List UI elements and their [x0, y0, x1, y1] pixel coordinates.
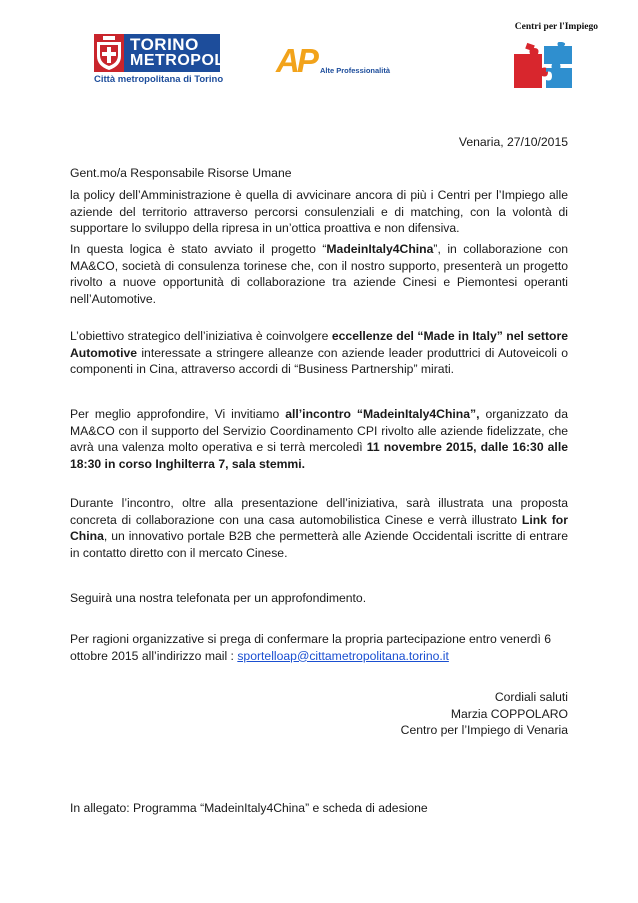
- torino-logo-subtitle: Città metropolitana di Torino: [94, 74, 224, 85]
- p4-bold-meeting: all’incontro “MadeinItaly4China”,: [285, 407, 480, 421]
- torino-logo-line1: TORINO: [130, 35, 199, 54]
- puzzle-icon: [512, 42, 574, 90]
- torino-logo-line2: METROPOLI: [130, 52, 230, 69]
- letter-salutation: Gent.mo/a Responsabile Risorse Umane: [70, 166, 292, 180]
- closing-greeting: Cordiali saluti: [494, 690, 568, 704]
- p3-bold-excellence: eccellenze del “Made in Italy” nel settore Automotive: [70, 329, 568, 360]
- p4-text-a: Per meglio approfondire, Vi invitiamo: [70, 407, 286, 421]
- paragraph-meeting-content: [70, 495, 568, 561]
- email-link[interactable]: sportelloap@cittametropolitana.torino.it: [237, 648, 449, 663]
- closing-name: Marzia COPPOLARO: [450, 706, 568, 721]
- letter-closing: [70, 689, 568, 739]
- p2-project-name: MadeinItaly4China: [326, 242, 434, 256]
- closing-office: Centro per l’Impiego di Venaria: [400, 723, 568, 738]
- letter-date: Venaria, 27/10/2015: [458, 135, 568, 149]
- ap-logo-letters: AP: [276, 42, 316, 79]
- p7-line1: Per ragioni organizzative si prega di confermare la propria partecipazione entro venerdì 6: [70, 632, 551, 646]
- ap-logo: [276, 42, 396, 82]
- torino-metropoli-logo: [94, 34, 230, 88]
- paragraph-objective: [70, 328, 568, 378]
- ap-logo-subtitle: Alte Professionalità: [320, 66, 391, 75]
- shield-icon: [94, 34, 124, 72]
- letter-attachment: In allegato: Programma “MadeinItaly4China” e scheda di adesione: [70, 801, 428, 815]
- p3-text-a: L’obiettivo strategico dell’iniziativa è coinvolgere: [70, 329, 332, 343]
- p5-bold-link-for-china: Link for China: [70, 512, 568, 544]
- p2-text-c: ”, in collaborazione con MA&CO, società di consulenza torinese che, con il nostro supporto, presenterà un progetto rivolto a nuove opportunità di collaborazione tra aziende Cinesi e Piemontesi operanti nell’Automotive.: [70, 242, 568, 306]
- paragraph-project: [70, 241, 568, 307]
- p5-text-c: , un innovativo portale B2B che permetterà alle Aziende Occidentali iscritte di entrare in contatto diretto con il mercato Cinese.: [70, 529, 568, 560]
- centri-impiego-logo: [498, 22, 598, 92]
- p5-text-a: Durante l’incontro, oltre alla presentazione dell’iniziativa, sarà illustrata una proposta concreta di collaborazione con una casa automobilistica Cinese e verrà illustrato: [70, 496, 568, 527]
- p3-text-c: interessate a stringere alleanze con aziende leader produttrici di Autoveicoli o componenti in Cina, attraverso accordi di “Business Partnership” mirati.: [70, 345, 568, 377]
- paragraph-policy: la policy dell’Amministrazione è quella di avvicinare ancora di più i Centri per l’Impiego alle aziende del territorio attraverso percorsi consulenziali e di matching, con la volontà di supportare lo sviluppo della ripresa in un’ottica proattiva e non difensiva.: [70, 188, 568, 236]
- paragraph-followup: Seguirà una nostra telefonata per un approfondimento.: [70, 591, 367, 605]
- p4-text-c: organizzato da MA&CO con il supporto del Servizio Coordinamento CPI rivolto alle aziende fidelizzate, che avrà una valenza molto operativa e si terrà mercoledì: [70, 407, 568, 455]
- centri-impiego-title: Centri per l'Impiego: [514, 22, 598, 32]
- paragraph-invitation: [70, 406, 568, 472]
- p4-bold-date-place: 11 novembre 2015, dalle 16:30 alle 18:30 in corso Inghilterra 7, sala stemmi.: [70, 440, 568, 471]
- p7-line2: [70, 648, 568, 665]
- p7-line2-text: ottobre 2015 all’indirizzo mail :: [70, 648, 238, 663]
- p2-text-a: In questa logica è stato avviato il progetto “: [70, 242, 327, 256]
- paragraph-confirmation: [70, 631, 568, 664]
